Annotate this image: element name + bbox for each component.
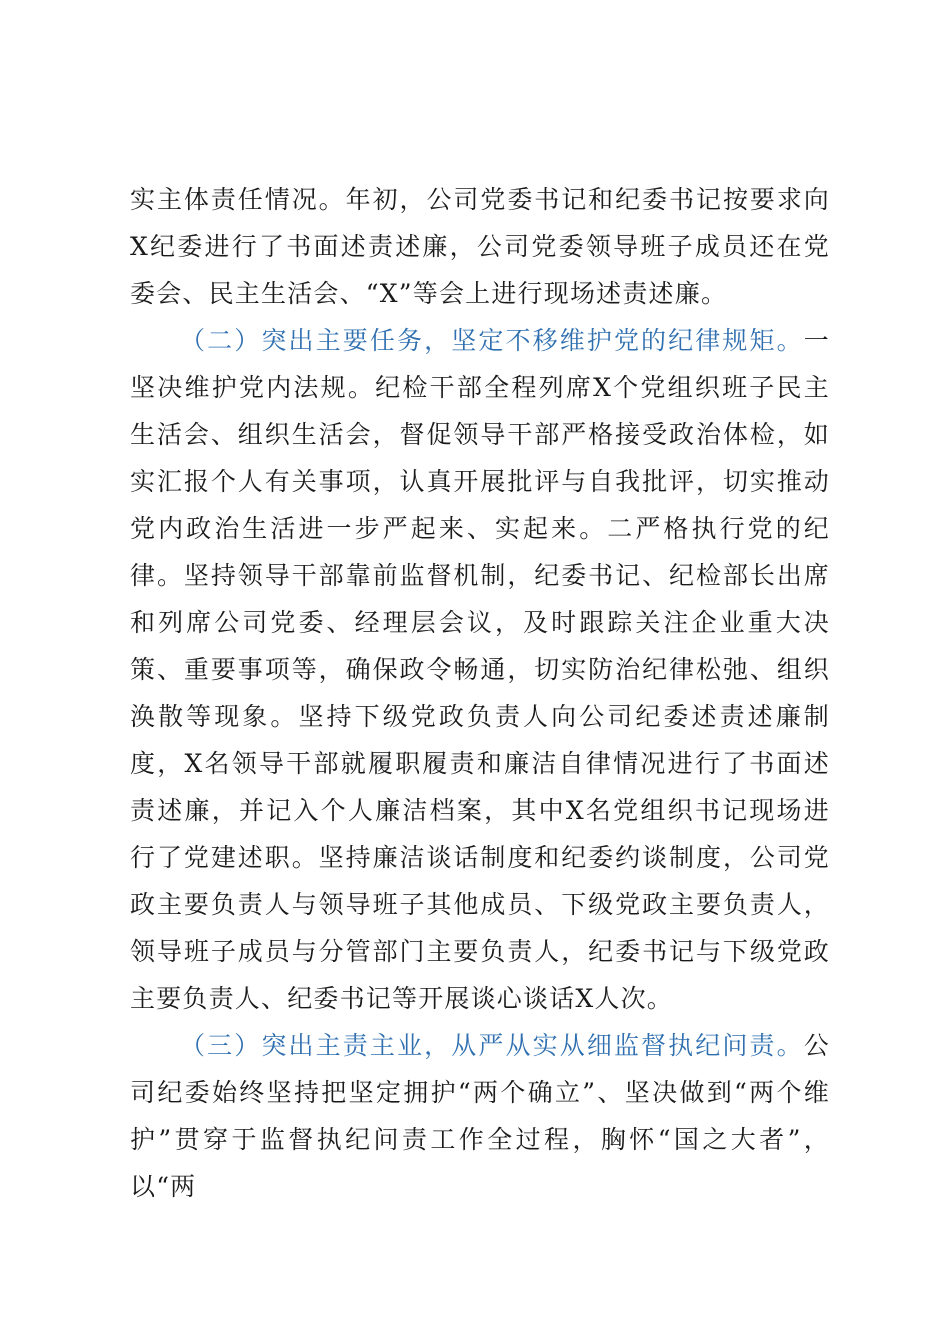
paragraph-continuation bbox=[130, 176, 830, 317]
section-heading: （二）突出主要任务，坚定不移维护党的纪律规矩。 bbox=[180, 326, 804, 355]
paragraph-body: 实主体责任情况。年初，公司党委书记和纪委书记按要求向X纪委进行了书面述责述廉，公司党委领导班子成员还在党委会、民主生活会、“X”等会上进行现场述责述廉。 bbox=[130, 185, 830, 308]
document-body bbox=[130, 176, 830, 1210]
paragraph-body: 公司纪委始终坚持把坚定拥护“两个确立”、坚决做到“两个维护”贯穿于监督执纪问责工作全过程，胸怀“国之大者”，以“两 bbox=[130, 1031, 830, 1201]
section-heading: （三）突出主责主业，从严从实从细监督执纪问责。 bbox=[180, 1031, 804, 1060]
paragraph-section-3 bbox=[130, 1022, 830, 1210]
paragraph-section-2 bbox=[130, 317, 830, 1022]
paragraph-body: 一坚决维护党内法规。纪检干部全程列席X个党组织班子民主生活会、组织生活会，督促领导干部严格接受政治体检，如实汇报个人有关事项，认真开展批评与自我批评，切实推动党内政治生活进一步严起来、实起来。二严格执行党的纪律。坚持领导干部靠前监督机制，纪委书记、纪检部长出席和列席公司党委、经理层会议，及时跟踪关注企业重大决策、重要事项等，确保政令畅通，切实防治纪律松弛、组织涣散等现象。坚持下级党政负责人向公司纪委述责述廉制度，X名领导干部就履职履责和廉洁自律情况进行了书面述责述廉，并记入个人廉洁档案，其中X名党组织书记现场进行了党建述职。坚持廉洁谈话制度和纪委约谈制度，公司党政主要负责人与领导班子其他成员、下级党政主要负责人，领导班子成员与分管部门主要负责人，纪委书记与下级党政主要负责人、纪委书记等开展谈心谈话X人次。 bbox=[130, 326, 830, 1013]
